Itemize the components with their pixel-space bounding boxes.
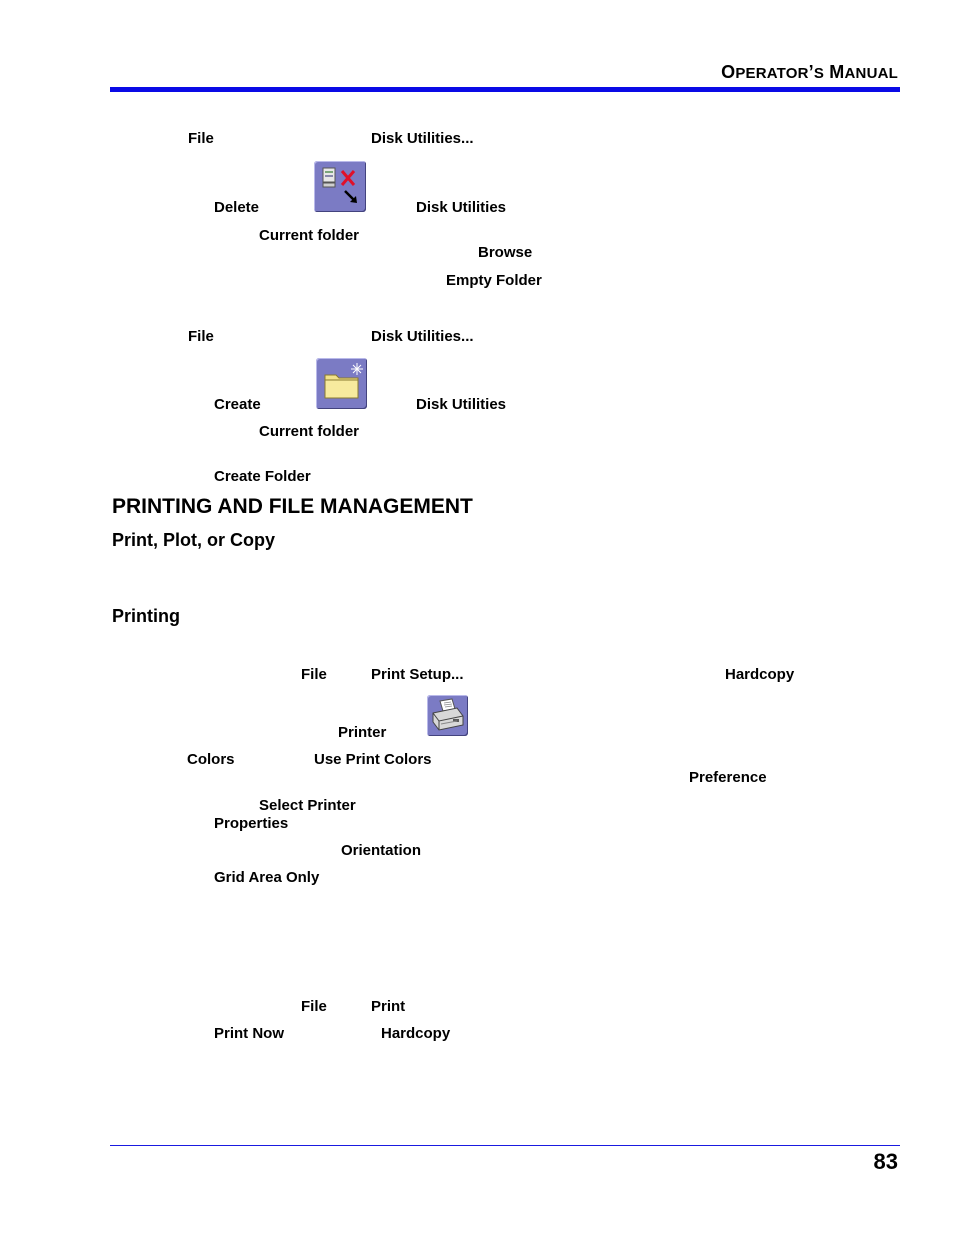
use-print-colors-label: Use Print Colors <box>314 751 432 768</box>
create-folder-icon[interactable] <box>316 358 367 409</box>
create-disk-utilities-menu: Disk Utilities... <box>371 328 474 345</box>
header-letter: O <box>721 62 736 82</box>
delete-disk-utilities: Disk Utilities <box>416 199 507 216</box>
header-word-rest-2: ANUAL <box>844 65 898 82</box>
preference-label: Preference <box>689 769 767 786</box>
subsection-heading-printing: Printing <box>112 606 180 626</box>
colors-label: Colors <box>187 751 235 768</box>
delete-file-icon[interactable] <box>314 161 366 212</box>
section-heading: PRINTING AND FILE MANAGEMENT <box>112 495 473 518</box>
printer-label: Printer <box>338 724 387 741</box>
print-now-label: Print Now <box>214 1025 284 1042</box>
create-current-folder: Current folder <box>259 423 360 440</box>
select-printer-label: Select Printer <box>259 797 356 814</box>
create-file-label: File <box>188 328 214 345</box>
print-now-hardcopy-label: Hardcopy <box>381 1025 451 1042</box>
header-apostrophe: ’ <box>808 62 814 82</box>
delete-current-folder: Current folder <box>259 227 360 244</box>
create-button-label: Create <box>214 396 261 413</box>
browse-label: Browse <box>478 244 533 261</box>
create-folder-label: Create Folder <box>214 468 311 485</box>
orientation-label: Orientation <box>341 842 422 859</box>
footer-rule <box>110 1145 900 1146</box>
running-header <box>721 62 898 83</box>
print-setup-label: Print Setup... <box>371 666 464 683</box>
print-menu-label: Print <box>371 998 406 1015</box>
header-rule <box>110 87 900 92</box>
delete-file-label: File <box>188 130 214 147</box>
empty-folder-label: Empty Folder <box>446 272 542 289</box>
printing-file-label: File <box>301 666 327 683</box>
header-s: S <box>813 65 825 82</box>
subsection-heading-print-plot-copy: Print, Plot, or Copy <box>112 530 276 550</box>
delete-button-label: Delete <box>214 199 260 216</box>
grid-area-only-label: Grid Area Only <box>214 869 320 886</box>
delete-file-icon-graphic <box>314 161 366 212</box>
printer-icon[interactable] <box>427 695 468 736</box>
header-word-rest: PERATOR <box>735 65 809 82</box>
header-letter-2: M <box>829 62 845 82</box>
delete-disk-utilities-menu: Disk Utilities... <box>371 130 474 147</box>
printer-icon-graphic <box>427 695 468 736</box>
create-folder-icon-graphic <box>316 358 367 409</box>
page-number: 83 <box>873 1149 898 1174</box>
hardcopy-label: Hardcopy <box>725 666 795 683</box>
properties-label: Properties <box>214 815 289 832</box>
create-disk-utilities: Disk Utilities <box>416 396 507 413</box>
print-now-file-label: File <box>301 998 327 1015</box>
